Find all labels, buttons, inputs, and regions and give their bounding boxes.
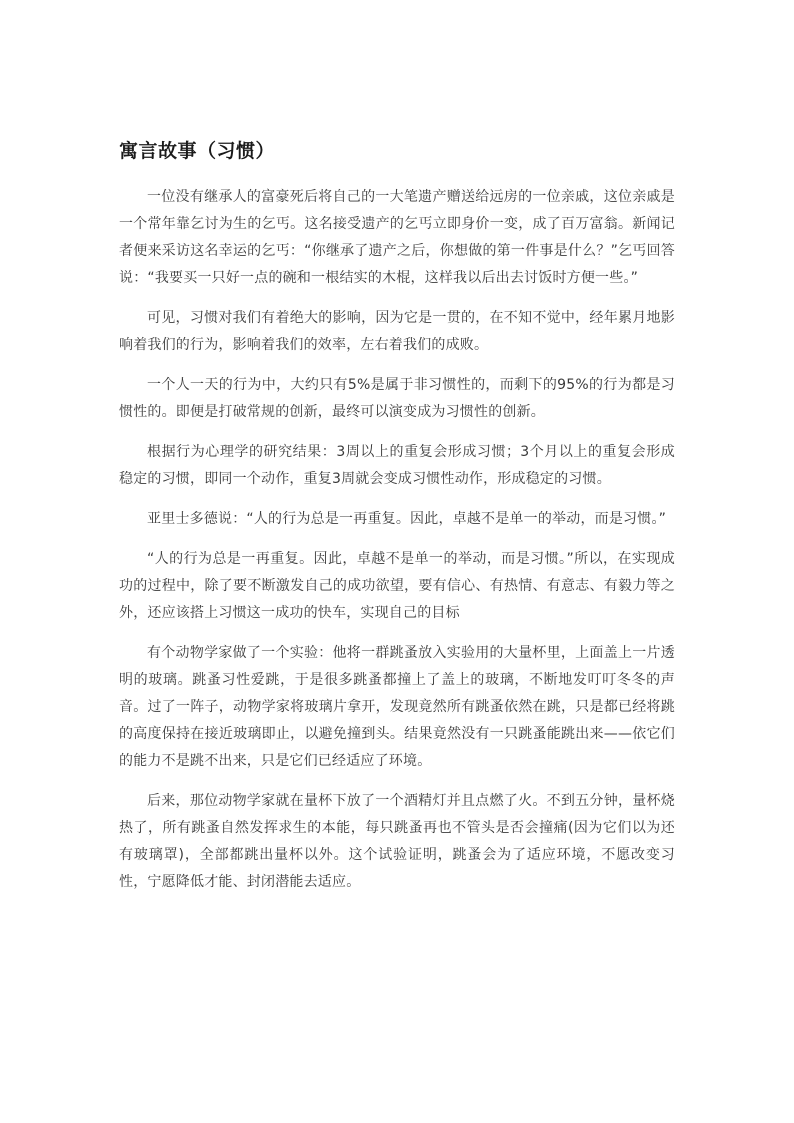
paragraph-5: 亚里士多德说：“人的行为总是一再重复。因此，卓越不是单一的举动，而是习惯。” — [147, 511, 667, 527]
paragraph-8: 后来，那位动物学家就在量杯下放了一个酒精灯并且点燃了火。不到五分钟，量杯烧热了，所有跳蚤自然发挥求生的本能，每只跳蚤再也不管头是否会撞痛(因为它们以为还有玻璃罩)，全部都跳出量杯以外。这个试验证明，跳蚤会为了适应环境，不愿改变习性，宁愿降低才能、封闭潜能去适应。 — [119, 793, 675, 890]
paragraph-1: 一位没有继承人的富豪死后将自己的一大笔遗产赠送给远房的一位亲戚，这位亲戚是一个常年靠乞讨为生的乞丐。这名接受遗产的乞丐立即身价一变，成了百万富翁。新闻记者便来采访这名幸运的乞丐：“你继承了遗产之后，你想做的第一件事是什么？”乞丐回答说：“我要买一只好一点的碗和一根结实的木棍，这样我以后出去讨饭时方便一些。” — [119, 189, 675, 286]
paragraph-4: 根据行为心理学的研究结果：3周以上的重复会形成习惯；3个月以上的重复会形成稳定的习惯，即同一个动作，重复3周就会变成习惯性动作，形成稳定的习惯。 — [119, 444, 675, 487]
paragraph-7: 有个动物学家做了一个实验：他将一群跳蚤放入实验用的大量杯里，上面盖上一片透明的玻璃。跳蚤习性爱跳，于是很多跳蚤都撞上了盖上的玻璃，不断地发叮叮冬冬的声音。过了一阵子，动物学家将玻璃片拿开，发现竟然所有跳蚤依然在跳，只是都已经将跳的高度保持在接近玻璃即止，以避免撞到头。结果竟然没有一只跳蚤能跳出来——依它们的能力不是跳不出来，只是它们已经适应了环境。 — [119, 645, 675, 769]
document-title: 寓言故事（习惯） — [119, 140, 276, 162]
document-page — [119, 136, 675, 909]
paragraph-3: 一个人一天的行为中，大约只有5%是属于非习惯性的，而剩下的95%的行为都是习惯性的。即便是打破常规的创新，最终可以演变成为习惯性的创新。 — [119, 377, 675, 420]
paragraph-6: “人的行为总是一再重复。因此，卓越不是单一的举动，而是习惯。”所以，在实现成功的过程中，除了要不断激发自己的成功欲望，要有信心、有热情、有意志、有毅力等之外，还应该搭上习惯这一成功的快车，实现自己的目标 — [119, 551, 675, 621]
paragraph-2: 可见，习惯对我们有着绝大的影响，因为它是一贯的，在不知不觉中，经年累月地影响着我们的行为，影响着我们的效率，左右着我们的成败。 — [119, 310, 675, 353]
